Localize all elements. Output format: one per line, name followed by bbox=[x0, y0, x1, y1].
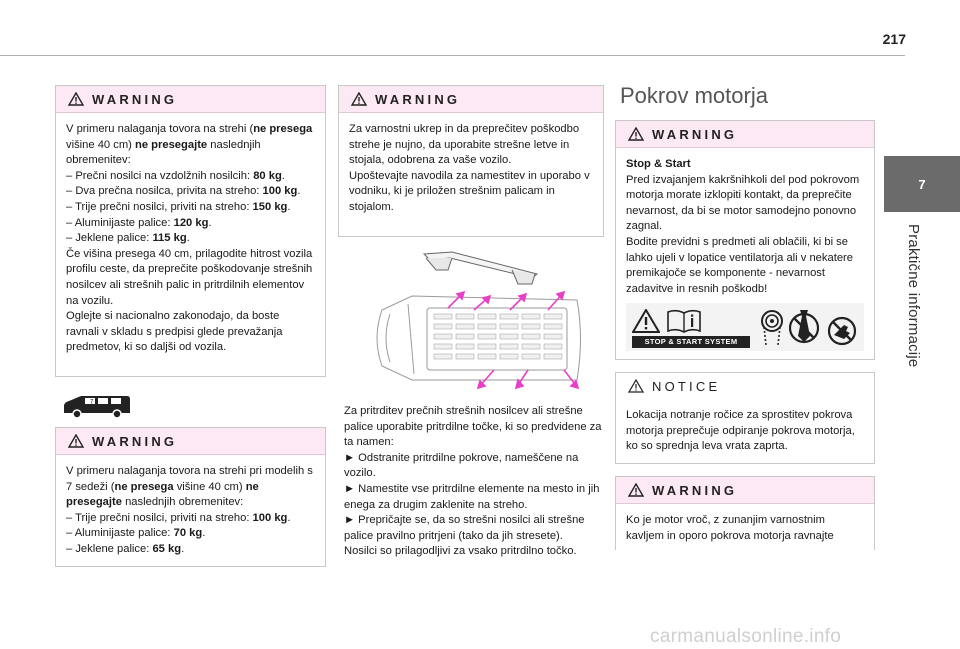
no-hand-fan-icon bbox=[826, 315, 858, 347]
notice-body bbox=[616, 399, 874, 455]
seven-seat-vehicle-icon bbox=[61, 393, 133, 419]
paragraph: Lokacija notranje ročice za sprostitev pokrova motorja preprečuje odpiranje pokrova motorja, ko so sprednja leva vrata zaprta. bbox=[626, 409, 855, 453]
notice-header bbox=[616, 373, 874, 399]
paragraph bbox=[66, 122, 315, 169]
step: ► Namestite vse pritrdilne elemente na mesto in jih enega za drugim zaklenite na streho. bbox=[344, 482, 600, 511]
notice-title: NOTICE bbox=[652, 378, 721, 394]
subtitle: Stop & Start bbox=[626, 158, 691, 170]
warning-triangle-icon bbox=[628, 127, 644, 141]
list-item: – Dva prečna nosilca, privita na streho: 100 kg. bbox=[66, 185, 301, 198]
list-item: – Jeklene palice: 115 kg. bbox=[66, 232, 190, 245]
paragraph: Za varnostni ukrep in da preprečitev poškodbo strehe je nujno, da uporabite strešne letve in stojala, odobrena za vaše vozilo. bbox=[349, 123, 580, 167]
warning-title: WARNING bbox=[652, 126, 738, 142]
step: ► Prepričajte se, da so strešni nosilci ali strešne palice pravilno pritrjeni (tako da jih stresete). bbox=[344, 514, 585, 542]
paragraph: Pred izvajanjem kakršnihkoli del pod pokrovom motorja morate izklopiti kontakt, da preprečite nevarnost, da bi se motor samodejno ponovno zagnal. bbox=[626, 173, 860, 233]
warning-header bbox=[56, 428, 325, 455]
paragraph: Upoštevajte navodila za namestitev in uporabo v vodniku, ki je priložen strešnim palicam in stojalom. bbox=[349, 169, 590, 213]
paragraph: Oglejte si nacionalno zakonodajo, da boste ravnali v skladu s predpisi glede prevažanja predmetov, ki so daljši od vozila. bbox=[66, 310, 283, 354]
emphasis: ne presega bbox=[253, 123, 313, 135]
list-item: – Aluminijaste palice: 120 kg. bbox=[66, 216, 212, 229]
warning-box-hot-engine bbox=[615, 476, 875, 550]
warning-body bbox=[56, 455, 325, 558]
text: naslednjih obremenitev: bbox=[66, 138, 261, 167]
watermark: carmanualsonline.info bbox=[650, 626, 842, 647]
paragraph: Nosilci so prilagodljivi za vsako pritrdilno točko. bbox=[344, 545, 577, 558]
chapter-number: 7 bbox=[918, 176, 926, 192]
paragraph: Za pritrditev prečnih strešnih nosilcev ali strešne palice uporabite pritrdilne točke, ki so predvidene za ta namen: bbox=[344, 405, 602, 449]
warning-header bbox=[339, 86, 603, 113]
list-item: – Jeklene palice: 65 kg. bbox=[66, 542, 185, 555]
notice-triangle-icon bbox=[628, 379, 644, 393]
notice-box-bonnet-release bbox=[615, 372, 875, 464]
paragraph: Ko je motor vroč, z zunanjim varnostnim kavljem in oporo pokrova motorja ravnajte bbox=[626, 514, 834, 542]
stop-start-pictograms bbox=[626, 303, 864, 351]
text: V primeru nalaganja tovora na strehi ( bbox=[66, 123, 254, 135]
paragraph: V primeru nalaganja tovora na strehi pri modelih s 7 sedeži (ne presega višine 40 cm) ne presegajte naslednjih obremenitev: bbox=[66, 465, 313, 509]
manual-book-icon bbox=[666, 309, 702, 333]
header-rule bbox=[0, 55, 905, 56]
list-item: – Trije prečni nosilci, priviti na streho: 100 kg. bbox=[66, 511, 291, 524]
page-number: 217 bbox=[882, 31, 906, 47]
text: višine 40 cm) bbox=[66, 138, 136, 151]
roof-bar-drawing bbox=[424, 252, 537, 284]
stop-start-label: STOP & START SYSTEM bbox=[632, 336, 750, 348]
list-item: – Prečni nosilci na vzdolžnih nosilcih: 80 kg. bbox=[66, 169, 285, 182]
warning-body bbox=[616, 504, 874, 544]
warning-header bbox=[56, 86, 325, 113]
warning-title: WARNING bbox=[92, 91, 178, 107]
warning-header bbox=[616, 121, 874, 148]
warning-box-roof-load bbox=[55, 85, 326, 377]
section-heading: Pokrov motorja bbox=[620, 83, 768, 108]
roof-ribs bbox=[434, 314, 562, 359]
list-item: – Trije prečni nosilci, priviti na streho: 150 kg. bbox=[66, 200, 291, 213]
chapter-tab bbox=[884, 156, 960, 212]
warning-title: WARNING bbox=[652, 482, 738, 498]
paragraph: Če višina presega 40 cm, prilagodite hitrost vozila profilu ceste, da preprečite poškodovanje strešnih nosilcev ali strešnih palic in pritrdilnih elementov na vozilu. bbox=[66, 247, 313, 307]
roof-fixing-points-illustration bbox=[352, 248, 602, 400]
warning-body bbox=[339, 113, 603, 216]
warning-triangle-icon bbox=[68, 92, 84, 106]
belt-pulley-icon bbox=[760, 309, 784, 347]
warning-box-roof-bars bbox=[338, 85, 604, 237]
warning-body bbox=[616, 148, 874, 297]
warning-title: WARNING bbox=[92, 433, 178, 449]
warning-body bbox=[56, 113, 325, 356]
fixing-point-arrows bbox=[448, 292, 578, 388]
warning-triangle-icon bbox=[628, 483, 644, 497]
warning-title: WARNING bbox=[375, 91, 461, 107]
list-item: – Aluminijaste palice: 70 kg. bbox=[66, 527, 206, 540]
warning-triangle-icon bbox=[68, 434, 84, 448]
warning-triangle-icon bbox=[632, 309, 660, 333]
warning-header bbox=[616, 477, 874, 504]
roof-fixing-instructions bbox=[344, 404, 606, 560]
paragraph: Bodite previdni s predmeti ali oblačili, ki bi se lahko ujeli v lopatice ventilatorja ali v nekatere premikajoče se komponente - nevarnost zadavitve in resnih poškodb! bbox=[626, 235, 853, 295]
chapter-title: Praktične informacije bbox=[905, 224, 922, 368]
no-tie-icon bbox=[788, 306, 820, 348]
warning-triangle-icon bbox=[351, 92, 367, 106]
warning-box-seven-seat bbox=[55, 427, 326, 567]
warning-box-stop-start bbox=[615, 120, 875, 360]
step: ► Odstranite pritrdilne pokrove, nameščene na vozilo. bbox=[344, 451, 579, 480]
emphasis: ne presegajte bbox=[135, 138, 208, 151]
seat-count-label: 7 bbox=[90, 399, 94, 406]
